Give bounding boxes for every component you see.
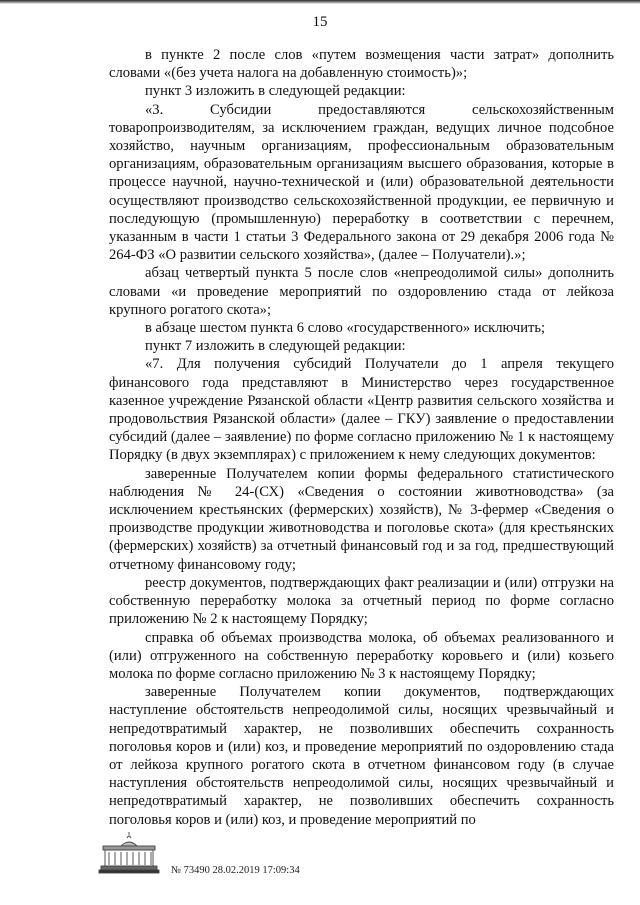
paragraph: в абзаце шестом пункта 6 слово «государственного» исключить; (145, 320, 546, 337)
paragraph: в пункте 2 после слов «путем возмещения части затрат» дополнить словами «(без учета налога на добавленную стоимость)»; (109, 47, 614, 82)
paragraph: «7. Для получения субсидий Получатели до 1 апреля текущего финансового года представляют в Министерство через государственное казенное учреждение Рязанской области «Центр развития сельского хозяйства и продовольствия Рязанской области» (далее – ГКУ) заявление о предоставлении субсидий (далее – заявление) по форме согласно приложению № 1 к настоящему Порядку (в двух экземплярах) с приложением к нему следующих документов: (109, 356, 614, 464)
paragraph: «3. Субсидии предоставляются сельскохозяйственным товаропроизводителям, за исключением граждан, ведущих личное подсобное хозяйство, научным организациям, профессиональным образовательным организациям, образовательным организациям высшего образования, которые в процессе научной, научно-технической и (или) образовательной деятельности осуществляют производство сельскохозяйственной продукции, ее первичную и последующую (промышленную) переработку в соответствии с перечнем, указанным в части 1 статьи 3 Федерального закона от 29 декабря 2006 года № 264-ФЗ «О развитии сельского хозяйства», (далее – Получатели).»; (109, 101, 614, 264)
paragraph: абзац четвертый пункта 5 после слов «непреодолимой силы» дополнить словами «и проведение мероприятий по оздоровлению стада от лейкоза крупного рогатого скота»; (109, 265, 614, 318)
paragraph: пункт 3 изложить в следующей редакции: (145, 83, 406, 100)
scan-edge (0, 0, 640, 4)
paragraph: реестр документов, подтверждающих факт реализации и (или) отгрузки на собственную переработку молока за отчетный период по форме согласно приложению № 2 к настоящему Порядку; (109, 574, 614, 628)
paragraph: справка об объемах производства молока, об объемах реализованного и (или) отгруженного на собственную переработку коровьего и (или) козьего молока по форме согласно приложению № 3 к настоящему Порядку; (109, 629, 614, 682)
government-building-stamp-icon (97, 832, 161, 880)
paragraph: заверенные Получателем копии формы федерального статистического наблюдения № 24-(СХ) «Сведения о состоянии животноводства» (за исключением крестьянских (фермерских) хозяйств), № 3-фермер «Сведения о производстве продукции животноводства и поголовье скота» (для крестьянских (фермерских) хозяйств) за отчетный финансовый год и за год, предшествующий отчетному финансовому году; (109, 465, 614, 573)
document-body (109, 46, 614, 829)
paragraph: пункт 7 изложить в следующей редакции: (145, 338, 406, 355)
registration-stamp: № 73490 28.02.2019 17:09:34 (171, 865, 300, 876)
paragraph: заверенные Получателем копии документов, подтверждающих наступление обстоятельств непреодолимой силы, носящих чрезвычайный и непредотвратимый характер, не позволивших обеспечить сохранность поголовья коров и (или) коз, и проведение мероприятий по оздоровлению стада от лейкоза крупного рогатого скота в отчетном финансовом году (в случае наступления обстоятельств непреодолимой силы, носящих чрезвычайный и непредотвратимый характер, не позволивших обеспечить сохранность поголовья коров и (или) коз, и проведение мероприятий по (109, 684, 614, 828)
page-number: 15 (312, 14, 328, 30)
